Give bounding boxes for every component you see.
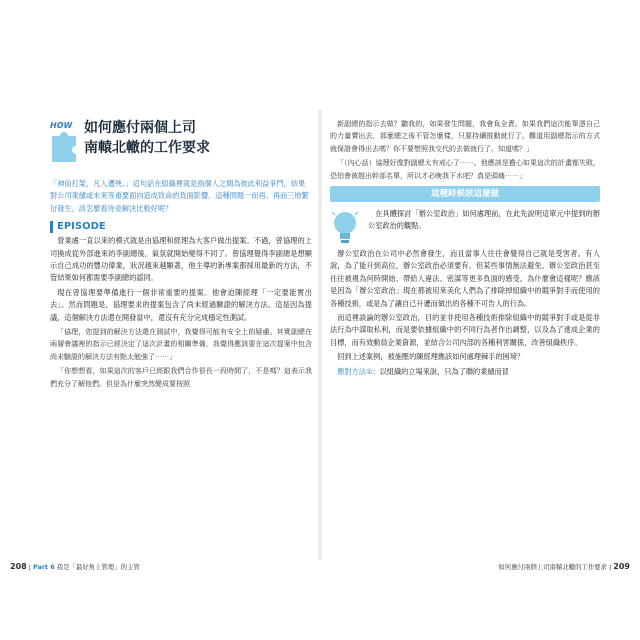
- right-page: [330, 118, 600, 558]
- body-paragraph: 而這裡談論的辦公室政治，目的並非使用各種技術排除組織中的競爭對手或是從非法行為中謀取私利，而是要依據組織中的不同行為者作出調整，以及為了達成企業的目標，而有效動員企業資源，並結合公司內部的各種利害關係，改善組織秩序。: [330, 313, 600, 347]
- dialogue-quote: 「（內心話）協理好像對副總太有戒心了⋯⋯。他應該是擔心如果這次的計畫都失敗，恐怕會被趕出幹部名單，所以才必晚我下水吧？真是頭痛⋯⋯」: [330, 159, 600, 180]
- left-footer: 208 | Part 6 我是「最好角上管理」的主管: [10, 562, 140, 571]
- page-number-left: 208: [10, 562, 27, 571]
- dialogue-quote: 新副總的指示去做？聽我的，如果發生問題，我會負全責。如果我們這次能單憑自己的力量賣出去，那麼總之後不管怎麼樣，只要持續推動就行了。難道用副總指示的方式就保證會得出去嗎？你不要想照我交代的去做就行了。知道嗎？」: [330, 120, 600, 153]
- method-text: ：以組織的立場來說，只為了聯的業績而冒: [372, 366, 509, 376]
- method-line: [330, 366, 600, 378]
- right-footer: 如何應付兩個上司南轅北轍的工作要求 | 209: [498, 562, 630, 571]
- body-paragraph: 回到上述案例，被施壓的陳經理應該如何處理棘手的困境？: [337, 352, 525, 362]
- how-tag: HOW: [50, 121, 73, 130]
- running-head-right: 如何應付兩個上司南轅北轍的工作要求: [498, 563, 608, 571]
- advice-box-title: 這種時候該這麼做: [330, 186, 600, 202]
- body-paragraph: 辦公室政治在公司中必然會發生，而且當事人往往會覺得自己就是受害者。有人說，為了能升到高位，辦公室政治必須要有。但某些事情無法避免，辦公室政治甚至往往被視為何時開始、帶給人違法、密謀等更多負面的感受。為什麼會這樣呢？應該是因為「辦公室政治」現在都被用來美化人們為了排除掉組織中的競爭對手而使用的各種技術，或是為了讓自己升遷而做出的各種不可告人的行為。: [330, 249, 600, 308]
- title-line-1: 如何應付兩個上司: [84, 120, 196, 136]
- body-paragraph: 營業處一直以來的模式就是由協理和經理為大客戶做出提案。不過，曾協理的上司換成從外部進來的李副總後，氣氛就開始變得不同了。曾協理覺得李副總是想顯示自己成功的豐功偉業，狀況越來越顯著，他主導的新專案都採用最新的方法，不管結果如何都需要李副總的認同。: [50, 236, 312, 283]
- dialogue-quote: 「協理，您提到的解決方法還在測試中，我覺得可能有安全上的疑慮。其實副總在兩層會議裡的指示已經決定了這次計畫的相關準備，我覺得應該要在這次提案中包含尚未驗證的解決方法有點太勉強了⋯⋯」: [50, 328, 312, 361]
- running-head-left: 我是「最好角上管理」的主管: [56, 563, 140, 571]
- intro-paragraph: 在具體探討「辦公室政治」如何處理前，在此先說明這單元中提到的辦公室政治的觀點。: [368, 209, 600, 231]
- method-label: 應對方法①: [337, 366, 373, 376]
- puzzle-piece-icon: [50, 128, 78, 164]
- intro-tagline: 「神仙打架，凡人遭殃。」這句話在組織裡就是指個人之間為彼此利益爭鬥，結果對公司業績或未來等重要面向造成致命的負面影響。這種問題一而再、再而三地繁衍發生，該怎麼看待並解決比較好呢？: [50, 179, 309, 213]
- page-number-right: 209: [613, 562, 630, 571]
- part-label: Part 6: [32, 563, 55, 571]
- lightbulb-icon: [330, 208, 360, 248]
- section-header: [50, 118, 312, 178]
- dialogue-quote: 「你想想看，如果這次的客戶已經跟我們合作很長一段時間了，不是嗎？這表示我們充分了解他們。但是為什麼突然變成要按照: [50, 367, 312, 388]
- page-gutter: [318, 110, 322, 560]
- page-title: [84, 118, 210, 158]
- title-line-2: 南轅北轍的工作要求: [84, 140, 210, 156]
- left-page: [50, 118, 312, 558]
- episode-label: EPISODE: [50, 221, 312, 233]
- intro-row: [330, 208, 600, 248]
- body-paragraph: 現在曾協理要準備進行一個非常重要的提案。他會迫陳經理「一定要能實出去」。然而問題是，協理要求的提案包含了尚未經過驗證的解決方法。這是因為提議，這個解決方法還在開發當中，還沒有充分完成穩定性測試。: [50, 287, 312, 322]
